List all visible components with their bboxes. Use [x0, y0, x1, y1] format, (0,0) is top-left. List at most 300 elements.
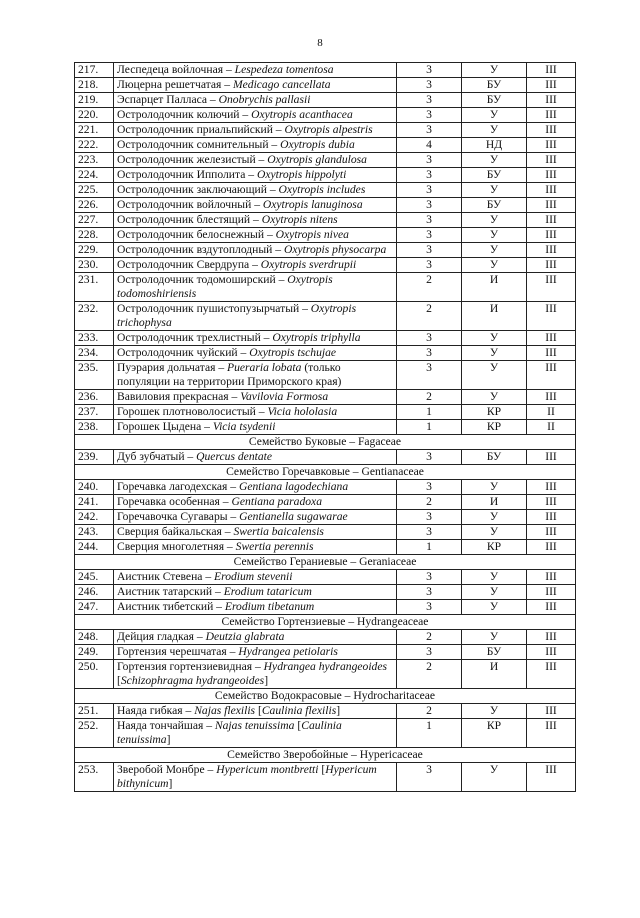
- species-table: [74, 62, 576, 792]
- russian-name: Горечавка лагодехская –: [117, 480, 239, 493]
- latin-name: Medicago cancellata: [232, 78, 331, 91]
- status-cell: И: [462, 302, 527, 331]
- table-row: [75, 153, 576, 168]
- russian-name: Дуб зубчатый –: [117, 450, 197, 463]
- class-cell: III: [527, 450, 576, 465]
- russian-name: Остролодочник сомнительный –: [117, 138, 281, 151]
- row-number: 222.: [75, 138, 114, 153]
- species-name: Зверобой Монбре – Hypericum montbretti [Hypericum bithynicum]: [114, 763, 397, 792]
- status-cell: БУ: [462, 93, 527, 108]
- status-cell: У: [462, 228, 527, 243]
- status-cell: У: [462, 361, 527, 390]
- category-cell: 3: [397, 243, 462, 258]
- row-number: 220.: [75, 108, 114, 123]
- row-number: 250.: [75, 660, 114, 689]
- category-cell: 1: [397, 420, 462, 435]
- row-number: 235.: [75, 361, 114, 390]
- russian-name: Остролодочник тодомоширский –: [117, 273, 288, 286]
- family-header-row: [75, 748, 576, 763]
- species-name: [114, 495, 397, 510]
- latin-name: Onobrychis pallasii: [218, 93, 311, 106]
- class-cell: III: [527, 198, 576, 213]
- row-number: 248.: [75, 630, 114, 645]
- category-cell: 3: [397, 228, 462, 243]
- latin-name: Vicia hololasia: [267, 405, 338, 418]
- table-row: [75, 346, 576, 361]
- page-number: 8: [317, 37, 323, 49]
- species-name: [114, 153, 397, 168]
- table-row: [75, 93, 576, 108]
- table-row: [75, 450, 576, 465]
- table-row: [75, 258, 576, 273]
- class-cell: III: [527, 719, 576, 748]
- family-header-row: [75, 689, 576, 704]
- class-cell: III: [527, 570, 576, 585]
- status-cell: И: [462, 495, 527, 510]
- row-number: 231.: [75, 273, 114, 302]
- class-cell: III: [527, 302, 576, 331]
- category-cell: 2: [397, 302, 462, 331]
- class-cell: III: [527, 108, 576, 123]
- latin-name: Hydrangea hydrangeoides: [263, 660, 387, 673]
- table-row: [75, 510, 576, 525]
- class-cell: III: [527, 183, 576, 198]
- latin-name: Erodium tataricum: [223, 585, 312, 598]
- russian-name: Сверция многолетняя –: [117, 540, 236, 553]
- category-cell: 3: [397, 585, 462, 600]
- species-note: (только популяции на территории Приморского края): [117, 361, 342, 388]
- row-number: 233.: [75, 331, 114, 346]
- class-cell: III: [527, 630, 576, 645]
- latin-name: Hypericum montbretti: [216, 763, 319, 776]
- category-cell: 2: [397, 273, 462, 302]
- russian-name: Остролодочник трехлистный –: [117, 331, 273, 344]
- status-cell: У: [462, 258, 527, 273]
- row-number: 238.: [75, 420, 114, 435]
- synonym-name: Caulinia flexilis: [261, 704, 337, 717]
- category-cell: 4: [397, 138, 462, 153]
- status-cell: У: [462, 108, 527, 123]
- latin-name: Quercus dentate: [196, 450, 272, 463]
- status-cell: У: [462, 213, 527, 228]
- class-cell: III: [527, 273, 576, 302]
- category-cell: 3: [397, 123, 462, 138]
- latin-name: Oxytropis alpestris: [284, 123, 373, 136]
- species-name: [114, 450, 397, 465]
- row-number: 228.: [75, 228, 114, 243]
- status-cell: У: [462, 630, 527, 645]
- row-number: 253.: [75, 763, 114, 792]
- russian-name: Остролодочник пушистопузырчатый –: [117, 302, 311, 315]
- table-row: [75, 660, 576, 689]
- table-row: [75, 78, 576, 93]
- russian-name: Остролодочник белоснежный –: [117, 228, 276, 241]
- table-row: [75, 495, 576, 510]
- class-cell: III: [527, 331, 576, 346]
- row-number: 226.: [75, 198, 114, 213]
- category-cell: 3: [397, 78, 462, 93]
- class-cell: III: [527, 495, 576, 510]
- category-cell: 3: [397, 93, 462, 108]
- latin-name: Lespedeza tomentosa: [234, 63, 334, 76]
- russian-name: Наяда гибкая –: [117, 704, 195, 717]
- status-cell: У: [462, 183, 527, 198]
- russian-name: Дейция гладкая –: [117, 630, 206, 643]
- category-cell: 2: [397, 704, 462, 719]
- class-cell: III: [527, 390, 576, 405]
- table-row: [75, 420, 576, 435]
- status-cell: У: [462, 600, 527, 615]
- synonym-name: Schizophragma hydrangeoides: [120, 674, 265, 687]
- table-row: [75, 630, 576, 645]
- row-number: 246.: [75, 585, 114, 600]
- species-name: [114, 123, 397, 138]
- row-number: 227.: [75, 213, 114, 228]
- category-cell: 3: [397, 480, 462, 495]
- latin-name: Vicia tsydenii: [212, 420, 276, 433]
- table-row: [75, 390, 576, 405]
- russian-name: Аистник татарский –: [117, 585, 224, 598]
- species-name: Наяда тончайшая – Najas tenuissima [Caulinia tenuissima]: [114, 719, 397, 748]
- row-number: 232.: [75, 302, 114, 331]
- status-cell: НД: [462, 138, 527, 153]
- table-row: [75, 331, 576, 346]
- species-name: [114, 645, 397, 660]
- family-name: Семейство Зверобойные – Hypericaceae: [75, 748, 576, 763]
- category-cell: 3: [397, 153, 462, 168]
- status-cell: БУ: [462, 78, 527, 93]
- status-cell: У: [462, 390, 527, 405]
- table-row: [75, 228, 576, 243]
- table-row: [75, 168, 576, 183]
- russian-name: Остролодочник Ипполита –: [117, 168, 257, 181]
- russian-name: Остролодочник вздутоплодный –: [117, 243, 284, 256]
- row-number: 224.: [75, 168, 114, 183]
- russian-name: Леспедеца войлочная –: [117, 63, 235, 76]
- category-cell: 3: [397, 331, 462, 346]
- species-name: [114, 63, 397, 78]
- table-row: [75, 405, 576, 420]
- row-number: 243.: [75, 525, 114, 540]
- row-number: 247.: [75, 600, 114, 615]
- class-cell: III: [527, 600, 576, 615]
- row-number: 251.: [75, 704, 114, 719]
- russian-name: Гортензия черешчатая –: [117, 645, 239, 658]
- category-cell: 1: [397, 719, 462, 748]
- latin-name: Oxytropis nivea: [275, 228, 349, 241]
- synonym-name: Hypericum bithynicum: [117, 763, 377, 790]
- status-cell: У: [462, 704, 527, 719]
- species-name: [114, 138, 397, 153]
- species-name: [114, 570, 397, 585]
- status-cell: У: [462, 346, 527, 361]
- family-header-row: [75, 465, 576, 480]
- row-number: 252.: [75, 719, 114, 748]
- russian-name: Люцерна решетчатая –: [117, 78, 233, 91]
- species-name: [114, 258, 397, 273]
- category-cell: 3: [397, 510, 462, 525]
- category-cell: 3: [397, 198, 462, 213]
- class-cell: III: [527, 168, 576, 183]
- table-row: [75, 719, 576, 748]
- category-cell: 3: [397, 108, 462, 123]
- class-cell: III: [527, 361, 576, 390]
- latin-name: Oxytropis nitens: [261, 213, 338, 226]
- latin-name: Najas tenuissima: [214, 719, 295, 732]
- russian-name: Горечавочка Сугавары –: [117, 510, 240, 523]
- category-cell: 3: [397, 450, 462, 465]
- russian-name: Остролодочник блестящий –: [117, 213, 262, 226]
- row-number: 245.: [75, 570, 114, 585]
- class-cell: III: [527, 346, 576, 361]
- family-header-row: [75, 555, 576, 570]
- russian-name: Остролодочник железистый –: [117, 153, 268, 166]
- class-cell: III: [527, 585, 576, 600]
- status-cell: КР: [462, 405, 527, 420]
- russian-name: Остролодочник Свердрупа –: [117, 258, 261, 271]
- table-row: [75, 63, 576, 78]
- species-name: [114, 346, 397, 361]
- russian-name: Эспарцет Палласа –: [117, 93, 219, 106]
- species-name: [114, 585, 397, 600]
- species-name: [114, 213, 397, 228]
- latin-name: Oxytropis todomoshiriensis: [117, 273, 333, 300]
- table-row: [75, 763, 576, 792]
- status-cell: БУ: [462, 450, 527, 465]
- class-cell: III: [527, 63, 576, 78]
- table-row: [75, 585, 576, 600]
- row-number: 218.: [75, 78, 114, 93]
- status-cell: БУ: [462, 198, 527, 213]
- status-cell: БУ: [462, 645, 527, 660]
- status-cell: И: [462, 273, 527, 302]
- family-name: Семейство Гераниевые – Geraniaceae: [75, 555, 576, 570]
- row-number: 229.: [75, 243, 114, 258]
- category-cell: 3: [397, 645, 462, 660]
- latin-name: Oxytropis triphylla: [272, 331, 361, 344]
- row-number: 223.: [75, 153, 114, 168]
- category-cell: 3: [397, 213, 462, 228]
- class-cell: III: [527, 243, 576, 258]
- category-cell: 3: [397, 361, 462, 390]
- species-name: [114, 525, 397, 540]
- category-cell: 3: [397, 258, 462, 273]
- status-cell: БУ: [462, 168, 527, 183]
- latin-name: Hydrangea petiolaris: [238, 645, 338, 658]
- category-cell: 1: [397, 405, 462, 420]
- category-cell: 2: [397, 630, 462, 645]
- russian-name: Аистник тибетский –: [117, 600, 225, 613]
- category-cell: 3: [397, 763, 462, 792]
- family-name: Семейство Буковые – Fagaceae: [75, 435, 576, 450]
- class-cell: III: [527, 138, 576, 153]
- table-row: [75, 198, 576, 213]
- table-row: [75, 183, 576, 198]
- table-row: [75, 361, 576, 390]
- status-cell: КР: [462, 719, 527, 748]
- category-cell: 1: [397, 540, 462, 555]
- latin-name: Najas flexilis: [194, 704, 256, 717]
- russian-name: Наяда тончайшая –: [117, 719, 215, 732]
- class-cell: III: [527, 763, 576, 792]
- class-cell: III: [527, 78, 576, 93]
- class-cell: III: [527, 123, 576, 138]
- species-name: [114, 93, 397, 108]
- row-number: 244.: [75, 540, 114, 555]
- latin-name: Deutzia glabrata: [205, 630, 285, 643]
- category-cell: 2: [397, 495, 462, 510]
- status-cell: У: [462, 63, 527, 78]
- russian-name: Остролодочник войлочный –: [117, 198, 263, 211]
- class-cell: III: [527, 540, 576, 555]
- status-cell: У: [462, 570, 527, 585]
- species-name: [114, 243, 397, 258]
- class-cell: III: [527, 510, 576, 525]
- class-cell: III: [527, 645, 576, 660]
- row-number: 225.: [75, 183, 114, 198]
- latin-name: Gentianella sugawarae: [239, 510, 348, 523]
- class-cell: III: [527, 704, 576, 719]
- row-number: 234.: [75, 346, 114, 361]
- russian-name: Остролодочник чуйский –: [117, 346, 250, 359]
- russian-name: Пуэрария дольчатая –: [117, 361, 228, 374]
- status-cell: У: [462, 123, 527, 138]
- latin-name: Oxytropis dubia: [280, 138, 355, 151]
- russian-name: Гортензия гортензиевидная –: [117, 660, 264, 673]
- latin-name: Pueraria lobata: [227, 361, 302, 374]
- russian-name: Остролодочник заключающий –: [117, 183, 279, 196]
- species-name: Гортензия гортензиевидная – Hydrangea hydrangeoides [Schizophragma hydrangeoides]: [114, 660, 397, 689]
- latin-name: Oxytropis glandulosa: [267, 153, 367, 166]
- class-cell: II: [527, 405, 576, 420]
- russian-name: Горошек Цыдена –: [117, 420, 213, 433]
- table-row: [75, 525, 576, 540]
- table-row: [75, 540, 576, 555]
- status-cell: КР: [462, 540, 527, 555]
- table-row: [75, 213, 576, 228]
- latin-name: Oxytropis includes: [278, 183, 366, 196]
- species-name: [114, 302, 397, 331]
- latin-name: Oxytropis hippolyti: [256, 168, 347, 181]
- latin-name: Oxytropis acanthacea: [251, 108, 353, 121]
- latin-name: Oxytropis sverdrupii: [260, 258, 357, 271]
- row-number: 236.: [75, 390, 114, 405]
- row-number: 217.: [75, 63, 114, 78]
- species-name: Наяда гибкая – Najas flexilis [Caulinia flexilis]: [114, 704, 397, 719]
- status-cell: У: [462, 510, 527, 525]
- status-cell: КР: [462, 420, 527, 435]
- row-number: 221.: [75, 123, 114, 138]
- russian-name: Остролодочник приальпийский –: [117, 123, 285, 136]
- russian-name: Зверобой Монбре –: [117, 763, 217, 776]
- row-number: 240.: [75, 480, 114, 495]
- row-number: 239.: [75, 450, 114, 465]
- species-name: [114, 510, 397, 525]
- latin-name: Gentiana lagodechiana: [238, 480, 349, 493]
- species-name: [114, 78, 397, 93]
- category-cell: 3: [397, 600, 462, 615]
- family-header-row: [75, 435, 576, 450]
- status-cell: У: [462, 331, 527, 346]
- synonym-name: Caulinia tenuissima: [117, 719, 342, 746]
- species-name: [114, 198, 397, 213]
- russian-name: Горошек плотноволосистый –: [117, 405, 268, 418]
- species-name: [114, 600, 397, 615]
- species-name: [114, 228, 397, 243]
- class-cell: III: [527, 213, 576, 228]
- latin-name: Swertia perennis: [235, 540, 314, 553]
- category-cell: 2: [397, 660, 462, 689]
- russian-name: Остролодочник колючий –: [117, 108, 252, 121]
- table-row: [75, 570, 576, 585]
- category-cell: 3: [397, 63, 462, 78]
- latin-name: Oxytropis tschujae: [249, 346, 337, 359]
- latin-name: Gentiana paradoxa: [231, 495, 322, 508]
- species-name: [114, 361, 397, 390]
- latin-name: Vavilovia Formosa: [240, 390, 329, 403]
- latin-name: Oxytropis physocarpa: [283, 243, 387, 256]
- row-number: 249.: [75, 645, 114, 660]
- category-cell: 3: [397, 183, 462, 198]
- class-cell: III: [527, 93, 576, 108]
- status-cell: У: [462, 153, 527, 168]
- latin-name: Erodium tibetanum: [224, 600, 315, 613]
- russian-name: Аистник Стевена –: [117, 570, 215, 583]
- row-number: 219.: [75, 93, 114, 108]
- species-name: [114, 331, 397, 346]
- table-row: [75, 138, 576, 153]
- category-cell: 3: [397, 570, 462, 585]
- class-cell: III: [527, 228, 576, 243]
- family-name: Семейство Водокрасовые – Hydrocharitaceae: [75, 689, 576, 704]
- category-cell: 3: [397, 525, 462, 540]
- table-row: [75, 123, 576, 138]
- species-name: [114, 183, 397, 198]
- table-row: [75, 302, 576, 331]
- class-cell: III: [527, 525, 576, 540]
- status-cell: У: [462, 525, 527, 540]
- species-name: [114, 540, 397, 555]
- table-row: [75, 273, 576, 302]
- family-header-row: [75, 615, 576, 630]
- category-cell: 3: [397, 168, 462, 183]
- species-name: [114, 405, 397, 420]
- status-cell: У: [462, 585, 527, 600]
- row-number: 241.: [75, 495, 114, 510]
- latin-name: Oxytropis lanuginosa: [262, 198, 363, 211]
- table-row: [75, 480, 576, 495]
- russian-name: Вавиловия прекрасная –: [117, 390, 241, 403]
- latin-name: Erodium stevenii: [214, 570, 293, 583]
- species-name: [114, 630, 397, 645]
- class-cell: III: [527, 258, 576, 273]
- table-row: [75, 108, 576, 123]
- species-name: [114, 108, 397, 123]
- class-cell: III: [527, 153, 576, 168]
- category-cell: 3: [397, 346, 462, 361]
- class-cell: II: [527, 420, 576, 435]
- latin-name: Oxytropis trichophysa: [117, 302, 357, 329]
- latin-name: Swertia baicalensis: [233, 525, 324, 538]
- status-cell: У: [462, 243, 527, 258]
- row-number: 242.: [75, 510, 114, 525]
- species-name: [114, 273, 397, 302]
- row-number: 237.: [75, 405, 114, 420]
- status-cell: У: [462, 480, 527, 495]
- class-cell: III: [527, 480, 576, 495]
- table-row: [75, 645, 576, 660]
- row-number: 230.: [75, 258, 114, 273]
